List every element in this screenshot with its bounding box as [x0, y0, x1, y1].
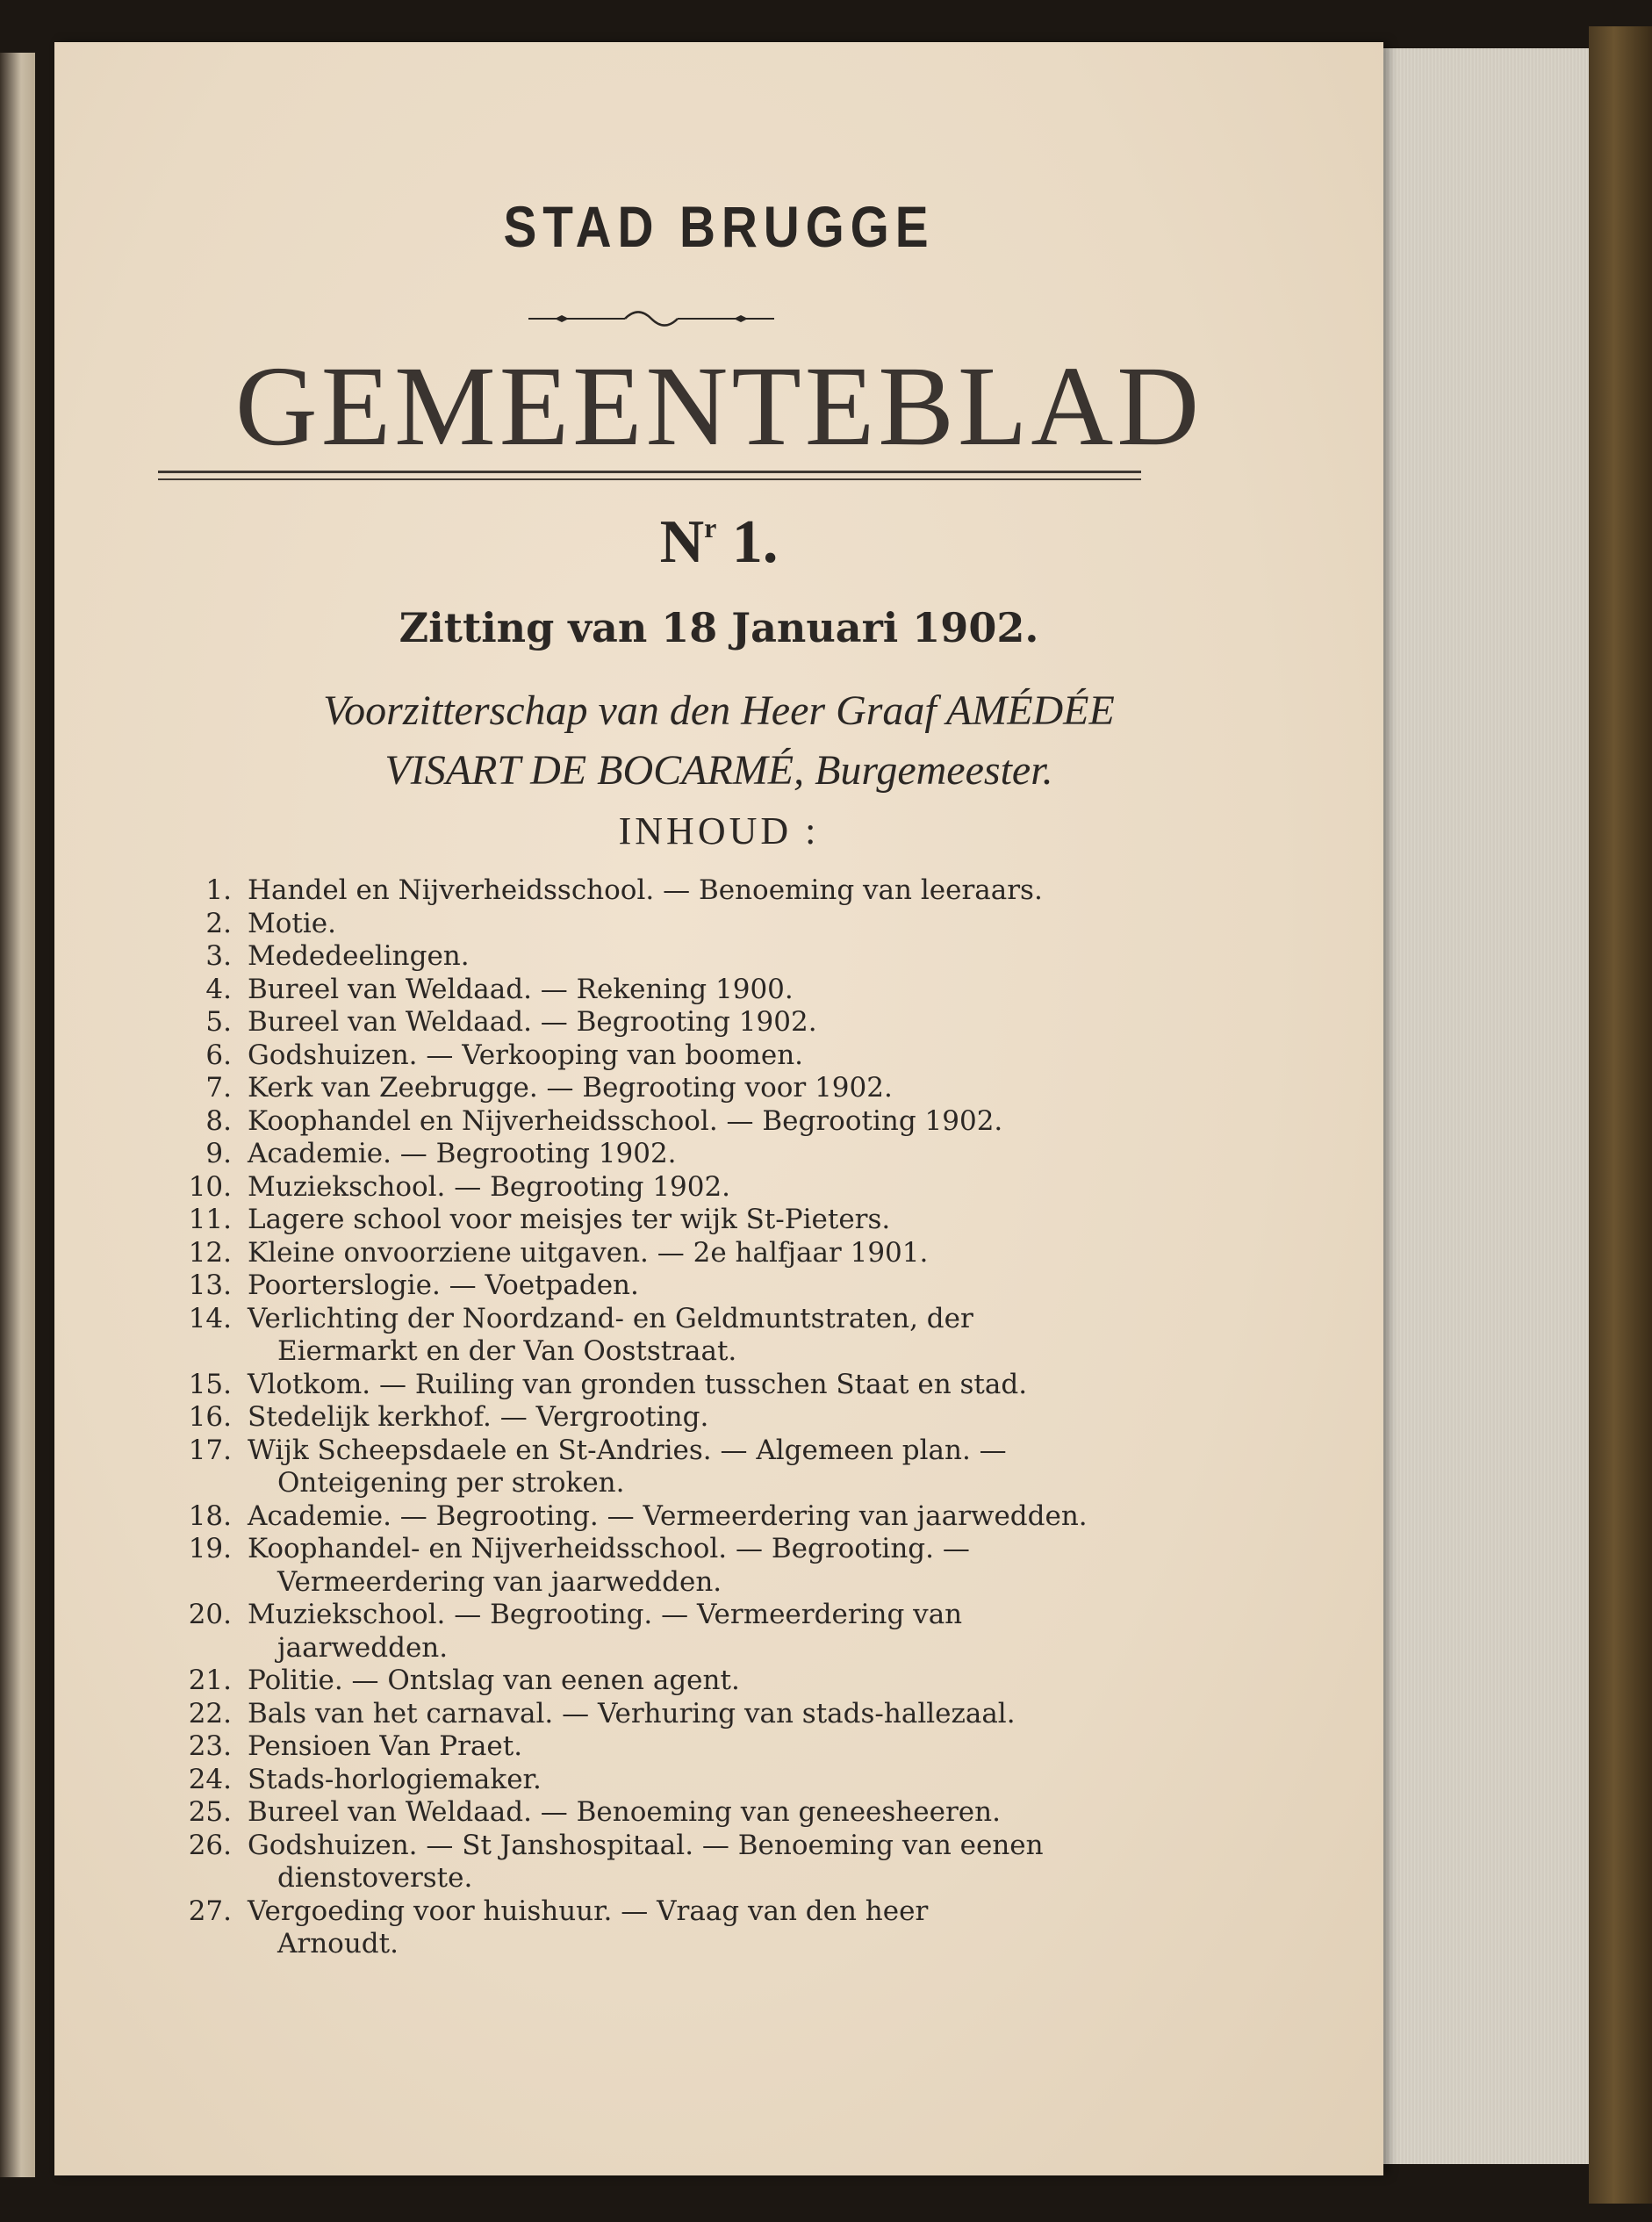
- contents-item: [151, 1006, 1143, 1039]
- contents-item-text: Muziekschool. — Begrooting 1902.: [248, 1170, 731, 1203]
- contents-item-number: 21.: [188, 1665, 232, 1696]
- contents-item: [151, 940, 1143, 974]
- contents-item-number: 1.: [205, 874, 232, 906]
- contents-item-text: Handel en Nijverheidsschool. — Benoeming van leeraars.: [248, 874, 1043, 906]
- session-date: Zitting van 18 Januari 1902.: [399, 604, 1039, 651]
- contents-item-number: 16.: [188, 1401, 232, 1433]
- contents-item: [151, 1599, 1143, 1665]
- contents-item: [151, 1698, 1143, 1731]
- contents-item-text: Koophandel en Nijverheidsschool. — Begrooting 1902.: [248, 1104, 1003, 1137]
- contents-item: [151, 1105, 1143, 1139]
- contents-item-text: dienstoverste.: [277, 1862, 473, 1894]
- contents-item-text: Kleine onvoorziene uitgaven. — 2e halfjaar 1901.: [248, 1236, 929, 1269]
- contents-item-number: 27.: [188, 1895, 232, 1927]
- contents-item: [151, 1500, 1143, 1534]
- contents-item-number: 3.: [205, 940, 232, 972]
- city-name: STAD BRUGGE: [503, 194, 935, 259]
- contents-item: [151, 1204, 1143, 1237]
- contents-item: [151, 1171, 1143, 1204]
- contents-item: [151, 1435, 1143, 1500]
- contents-item-number: 9.: [205, 1138, 232, 1169]
- contents-item: [151, 908, 1143, 941]
- contents-heading: INHOUD :: [618, 809, 820, 852]
- contents-item-number: 22.: [188, 1697, 232, 1729]
- contents-item-text: Muziekschool. — Begrooting. — Vermeerdering van: [248, 1599, 963, 1630]
- contents-item-number: 19.: [188, 1533, 232, 1564]
- contents-item-text: Pensioen Van Praet.: [248, 1730, 523, 1762]
- contents-item-text: Bureel van Weldaad. — Begrooting 1902.: [248, 1006, 817, 1038]
- contents-item: [151, 1369, 1143, 1402]
- contents-item: [151, 974, 1143, 1007]
- contents-item: [151, 1401, 1143, 1435]
- page-block-edge: [1369, 48, 1592, 2164]
- contents-item-text: Vlotkom. — Ruiling van gronden tusschen Staat en stad.: [248, 1368, 1028, 1400]
- contents-item-number: 6.: [205, 1039, 232, 1071]
- ornament-divider: [520, 306, 783, 332]
- contents-item: [151, 1039, 1143, 1073]
- contents-list: [151, 874, 1143, 1961]
- contents-item: [151, 1665, 1143, 1698]
- presidency-line-2: VISART DE BOCARMÉ, Burgemeester.: [384, 747, 1053, 794]
- book-cover-edge: [1589, 26, 1652, 2204]
- contents-item: [151, 1303, 1143, 1369]
- contents-item-number: 4.: [205, 973, 232, 1005]
- contents-item: [151, 1796, 1143, 1830]
- contents-item-text: Verlichting der Noordzand- en Geldmuntstraten, der: [248, 1302, 973, 1334]
- contents-item-text: Academie. — Begrooting. — Vermeerdering van jaarwedden.: [248, 1499, 1088, 1532]
- contents-item-number: 8.: [205, 1104, 232, 1137]
- contents-item-number: 14.: [188, 1302, 232, 1334]
- contents-item: [151, 1533, 1143, 1599]
- contents-item: [151, 1764, 1143, 1797]
- contents-item: [151, 1730, 1143, 1764]
- contents-item-number: 20.: [188, 1599, 232, 1630]
- contents-item-text: Eiermarkt en der Van Ooststraat.: [277, 1335, 737, 1367]
- contents-item: [151, 874, 1143, 908]
- contents-item-text: Wijk Scheepsdaele en St-Andries. — Algemeen plan. —: [248, 1434, 1007, 1466]
- contents-item-number: 7.: [205, 1072, 232, 1104]
- contents-item-text: Mededeelingen.: [248, 940, 470, 972]
- contents-item: [151, 1269, 1143, 1303]
- document-page: [54, 42, 1383, 2175]
- contents-item: [151, 1072, 1143, 1105]
- contents-item: [151, 1830, 1143, 1895]
- contents-item-text: Stedelijk kerkhof. — Vergrooting.: [248, 1401, 709, 1433]
- issue-sup: r: [704, 512, 717, 543]
- contents-item: [151, 1237, 1143, 1270]
- contents-item: [151, 1138, 1143, 1171]
- issue-value: 1.: [731, 508, 779, 576]
- contents-item-number: 5.: [205, 1006, 232, 1038]
- double-rule-bottom: [158, 478, 1141, 480]
- contents-item-text: Bureel van Weldaad. — Benoeming van geneesheeren.: [248, 1796, 1001, 1828]
- contents-item-text: Godshuizen. — St Janshospitaal. — Benoeming van eenen: [248, 1829, 1044, 1861]
- contents-item-text: Politie. — Ontslag van eenen agent.: [248, 1665, 740, 1696]
- issue-prefix: N: [659, 508, 705, 576]
- contents-item-text: Godshuizen. — Verkooping van boomen.: [248, 1039, 804, 1071]
- contents-item-text: Vergoeding voor huishuur. — Vraag van den heer: [248, 1895, 929, 1927]
- masthead-title: GEMEENTEBLAD: [234, 343, 1203, 470]
- contents-item-number: 25.: [188, 1796, 232, 1828]
- contents-item-number: 2.: [205, 907, 232, 939]
- contents-item-text: Academie. — Begrooting 1902.: [248, 1138, 677, 1169]
- contents-item-text: Bals van het carnaval. — Verhuring van stads-hallezaal.: [248, 1697, 1016, 1729]
- issue-number: [54, 507, 1383, 578]
- contents-item-number: 26.: [188, 1829, 232, 1861]
- contents-item-text: Vermeerdering van jaarwedden.: [277, 1565, 722, 1598]
- contents-item: [151, 1895, 1143, 1961]
- presidency: [54, 681, 1383, 801]
- contents-item-number: 17.: [188, 1434, 232, 1466]
- contents-item-text: Stads-horlogiemaker.: [248, 1763, 542, 1795]
- book-left-edge: [0, 53, 35, 2177]
- contents-item-number: 23.: [188, 1730, 232, 1762]
- contents-item-text: jaarwedden.: [277, 1631, 449, 1664]
- contents-item-number: 24.: [188, 1763, 232, 1795]
- contents-item-number: 11.: [188, 1204, 232, 1235]
- double-rule-top: [158, 471, 1141, 473]
- contents-item-number: 10.: [188, 1170, 232, 1203]
- contents-item-number: 18.: [188, 1499, 232, 1532]
- contents-item-text: Motie.: [248, 907, 336, 939]
- contents-item-number: 12.: [188, 1236, 232, 1269]
- contents-item-text: Poorterslogie. — Voetpaden.: [248, 1269, 639, 1301]
- contents-item-text: Arnoudt.: [277, 1928, 399, 1960]
- contents-item-text: Lagere school voor meisjes ter wijk St-Pieters.: [248, 1204, 891, 1235]
- contents-item-number: 13.: [188, 1269, 232, 1301]
- presidency-line-1: Voorzitterschap van den Heer Graaf AMÉDÉE: [323, 687, 1115, 734]
- contents-item-text: Koophandel- en Nijverheidsschool. — Begrooting. —: [248, 1533, 970, 1564]
- contents-item-number: 15.: [188, 1368, 232, 1400]
- contents-item-text: Kerk van Zeebrugge. — Begrooting voor 1902.: [248, 1072, 893, 1104]
- contents-item-text: Onteigening per stroken.: [277, 1467, 625, 1499]
- contents-item-text: Bureel van Weldaad. — Rekening 1900.: [248, 973, 794, 1005]
